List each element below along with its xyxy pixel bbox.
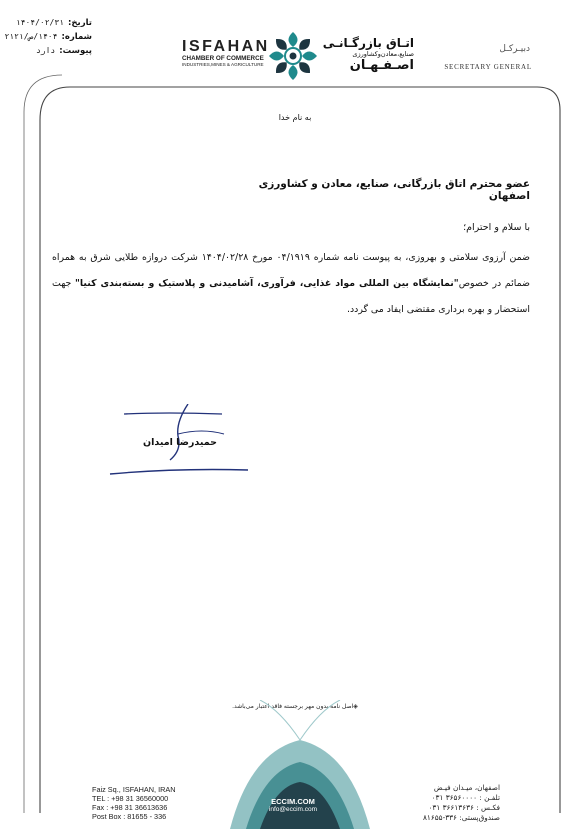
secretary-title-fa: دبیـرکـل xyxy=(499,44,530,54)
logo-fa-line1: اتـاق بازرگـانـی xyxy=(322,36,414,50)
logo-english xyxy=(182,38,272,67)
paragraph-part1: ضمن آرزوی سلامتی و بهروزی، به پیوست نامه شماره ۰۴/۱۹۱۹ مورخ ۱۴۰۴/۰۲/۲۸ شرکت دروازه طلایی شرق به همراه ضمائم در خصوص xyxy=(52,252,531,289)
secretary-title-en: SECRETARY GENERAL xyxy=(444,63,532,71)
footer-web xyxy=(258,797,328,813)
number-row xyxy=(4,30,92,44)
attachment-label: پیوست: xyxy=(59,46,92,56)
chamber-logo-icon xyxy=(266,29,320,83)
footer-website[interactable]: ECCIM.COM xyxy=(271,797,315,806)
footer-fa-fax: فکـس : ۳۶۶۱۳۶۳۶ ۰۳۱ xyxy=(428,803,500,812)
footer-fa-pobox: صندوق‌پستی: ۳۳۶-۸۱۶۵۵ xyxy=(422,813,500,822)
logo-en-name: ISFAHAN xyxy=(182,38,270,55)
validity-footnote: ◈اصل نامه بدون مهر برجسته فاقد اعتبار می‌باشد. xyxy=(232,703,358,710)
paragraph-bold-subject: "نمایشگاه بین المللی مواد غذایی، فرآوری، آشامیدنی و پلاستیک و بسته‌بندی کنیا" xyxy=(75,278,459,289)
footer-fa-tel: تلفـن : ۳۶۵۶۰۰۰۰ ۰۳۱ xyxy=(431,793,500,802)
footer-contact-en xyxy=(92,785,232,821)
attachment-row xyxy=(8,44,92,58)
letter-meta xyxy=(4,16,92,58)
date-label: تاریخ: xyxy=(68,18,92,28)
bismillah: به نام خدا xyxy=(278,113,312,122)
number-label: شماره: xyxy=(61,32,92,42)
logo-en-sub1: CHAMBER OF COMMERCE xyxy=(182,55,264,62)
footer-email[interactable]: info@eccim.com xyxy=(268,806,318,813)
attachment-value: دارد xyxy=(35,46,56,55)
paragraph-part2: جهت استحضار و بهره برداری مقتضی ایفاد می گردد. xyxy=(52,278,530,315)
footer-en-address: Faiz Sq., ISFAHAN, IRAN xyxy=(92,785,176,794)
logo-en-sub2: INDUSTRIES,MINES & AGRICULTURE xyxy=(182,62,264,67)
logo-persian xyxy=(322,37,414,73)
footer-en-fax: Fax : +98 31 36613636 xyxy=(92,803,168,812)
logo-fa-line3: اصـفـهـان xyxy=(349,58,414,73)
addressee: عضو محترم اتاق بازرگانی، صنایع، معادن و کشاورزی اصفهان xyxy=(258,178,530,202)
footer-fa-address: اصفهان، میـدان فیـض xyxy=(433,783,500,792)
footer-contact-fa xyxy=(400,783,500,823)
logo-fa-line2: صنایع،معادن‌وکشاورزی xyxy=(352,50,414,58)
number-value: ۱۴۰۴/ص/۲۱۲۱ xyxy=(4,32,58,41)
footer-en-pobox: Post Box : 81655 - 336 xyxy=(92,812,167,821)
date-row xyxy=(8,16,92,30)
greeting: با سلام و احترام؛ xyxy=(463,222,530,233)
date-value: ۱۴۰۴/۰۲/۳۱ xyxy=(15,18,64,27)
footer-en-tel: TEL : +98 31 36560000 xyxy=(92,794,169,803)
signatory-name: حمیدرضا امیدان xyxy=(143,437,217,448)
letter-paragraph xyxy=(52,245,530,323)
